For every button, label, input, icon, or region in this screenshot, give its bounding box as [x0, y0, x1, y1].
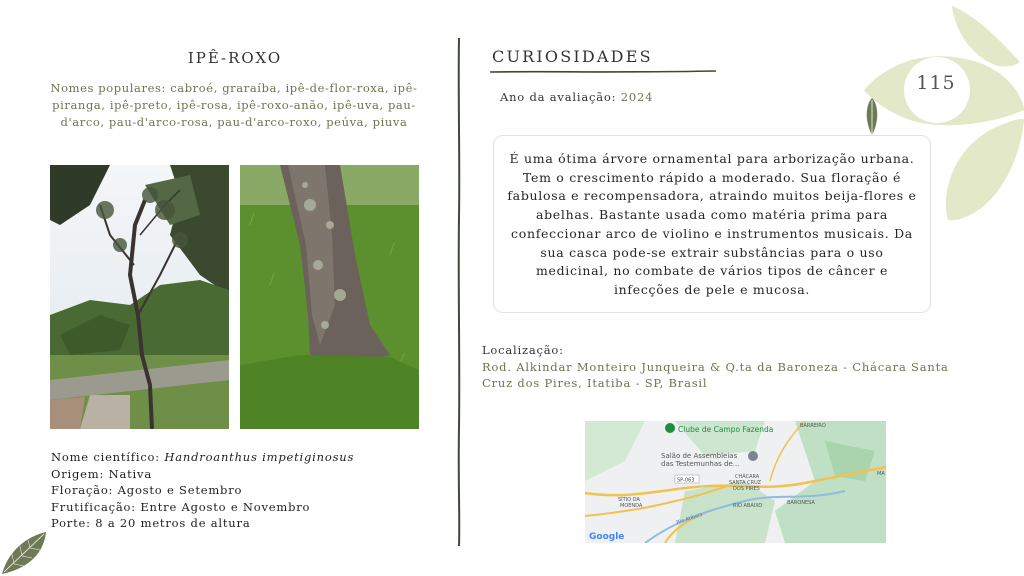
- map-area-barreiro: BARREIRO: [800, 423, 826, 429]
- scientific-name-line: [51, 449, 354, 466]
- evaluation-year-value: 2024: [620, 90, 654, 104]
- fruiting-line: Frutificação: Entre Agosto e Novembro: [51, 499, 311, 514]
- map-river-label: Rio Atibaia: [675, 511, 704, 526]
- map-place-club: Clube de Campo Fazenda: [678, 425, 774, 434]
- origin-line: Origem: Nativa: [51, 466, 152, 481]
- location-label: Localização:: [482, 343, 564, 357]
- popular-names: Nomes populares: cabroé, graraíba, ipê-de-flor-roxa, ipê-piranga, ipê-preto, ipê-rosa, ipê-roxo-anão, ipê-uva, pau-d'arco, pau-d'arco-rosa, pau-d'arco-roxo, peúva, piuva: [50, 81, 418, 129]
- map-area-rio-abaixo: RIO ABAIXO: [733, 503, 763, 509]
- map-area-baronesa: BARONESA: [787, 500, 815, 506]
- map-road-label: SP-063: [677, 477, 695, 484]
- column-divider: [455, 38, 463, 546]
- trunk-photo: [240, 165, 419, 429]
- map-edge-label: MA: [877, 471, 885, 477]
- curiosities-title: CURIOSIDADES: [492, 47, 653, 66]
- curiosities-box: É uma ótima árvore ornamental para arborização urbana. Tem o crescimento rápido a moderado. Sua floração é fabulosa e recompensadora, atraindo muitos beija-flores e abelhas. Bastante usada como matéria prima para confeccionar arco de violino e instrumentos musicais. Da sua casca pode-se extrair substâncias para o uso medicinal, no combate de vários tipos de câncer e infecções de pele e mucosa.: [493, 135, 931, 313]
- map-place-hall-1: Salão de Assembleias: [661, 452, 738, 460]
- species-title: IPÊ-ROXO: [187, 49, 283, 67]
- scientific-name-value: Handroanthus impetiginosus: [164, 450, 355, 464]
- google-logo: Google: [589, 532, 625, 542]
- page-number: 115: [916, 72, 956, 94]
- map-pin-icon: [665, 423, 675, 433]
- map-area-sitio-1: SÍTIO DA: [618, 497, 640, 503]
- location-value: Rod. Alkindar Monteiro Junqueira & Q.ta da Baroneza - Chácara Santa Cruz dos Pires, Itatiba - SP, Brasil: [482, 360, 949, 390]
- map-area-chacara-2: SANTA CRUZ: [729, 480, 762, 486]
- species-details: [51, 449, 354, 532]
- evaluation-year-label: Ano da avaliação:: [500, 90, 621, 104]
- decorative-leaves: [860, 0, 1024, 230]
- map-area-chacara-1: CHÁCARA: [735, 474, 760, 480]
- leaf-icon: [0, 528, 50, 576]
- size-line: Porte: 8 a 20 metros de altura: [51, 516, 251, 531]
- flowering-line: Floração: Agosto e Setembro: [51, 483, 243, 498]
- scientific-name-label: Nome científico:: [51, 450, 165, 464]
- location-map[interactable]: [585, 421, 886, 543]
- map-place-hall-2: das Testemunhas de...: [661, 460, 740, 468]
- tree-photo: [50, 165, 229, 429]
- map-area-chacara-3: DOS PIRES: [733, 486, 760, 492]
- map-marker-icon: [748, 451, 758, 461]
- map-area-sitio-2: MOENDA: [620, 503, 643, 509]
- evaluation-year: [500, 90, 653, 104]
- title-underline: [490, 68, 716, 76]
